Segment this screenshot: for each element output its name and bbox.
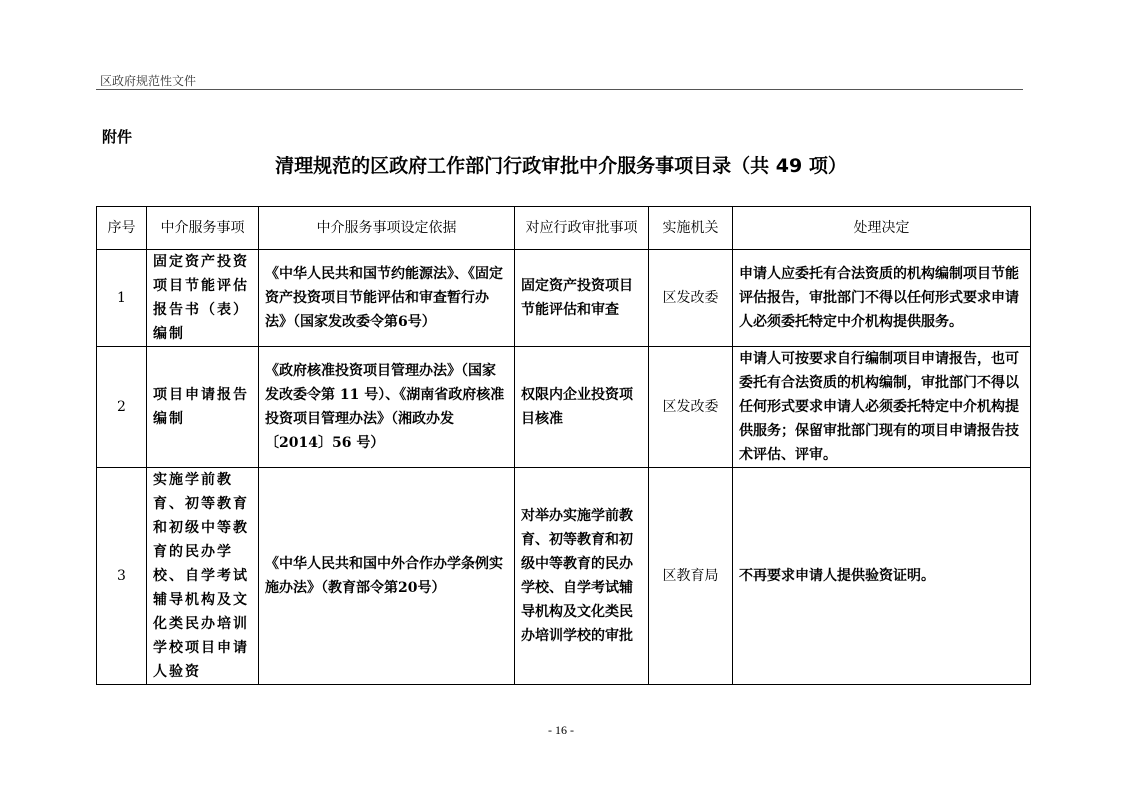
table-row xyxy=(97,250,1031,347)
service-item: 固定资产投资项目节能评估报告书（表）编制 xyxy=(147,250,259,347)
header-rule xyxy=(96,89,1023,90)
decision: 申请人应委托有合法资质的机构编制项目节能评估报告，审批部门不得以任何形式要求申请人必须委托特定中介机构提供服务。 xyxy=(733,250,1031,347)
decision: 申请人可按要求自行编制项目申请报告，也可委托有合法资质的机构编制，审批部门不得以任何形式要求申请人必须委托特定中介机构提供服务；保留审批部门现有的项目申请报告技术评估、评审。 xyxy=(733,347,1031,468)
legal-basis: 《中华人民共和国中外合作办学条例实施办法》（教育部令第20号） xyxy=(259,468,515,685)
catalog-table xyxy=(96,206,1031,685)
service-item: 项目申请报告编制 xyxy=(147,347,259,468)
column-header-no: 序号 xyxy=(97,207,147,250)
column-header-basis: 中介服务事项设定依据 xyxy=(259,207,515,250)
implementing-org: 区发改委 xyxy=(649,347,733,468)
service-item: 实施学前教育、初等教育和初级中等教育的民办学校、自学考试辅导机构及文化类民办培训学校项目申请人验资 xyxy=(147,468,259,685)
approval-item: 对举办实施学前教育、初等教育和初级中等教育的民办学校、自学考试辅导机构及文化类民办培训学校的审批 xyxy=(515,468,649,685)
table-header-row xyxy=(97,207,1031,250)
page-number: - 16 - xyxy=(548,723,574,737)
row-number: 2 xyxy=(97,347,147,468)
column-header-decision: 处理决定 xyxy=(733,207,1031,250)
approval-item: 权限内企业投资项目核准 xyxy=(515,347,649,468)
row-number: 3 xyxy=(97,468,147,685)
column-header-approval: 对应行政审批事项 xyxy=(515,207,649,250)
table-row xyxy=(97,468,1031,685)
row-number: 1 xyxy=(97,250,147,347)
approval-item: 固定资产投资项目节能评估和审查 xyxy=(515,250,649,347)
running-header: 区政府规范性文件 xyxy=(100,74,197,88)
column-header-org: 实施机关 xyxy=(649,207,733,250)
decision: 不再要求申请人提供验资证明。 xyxy=(733,468,1031,685)
table-row xyxy=(97,347,1031,468)
legal-basis: 《政府核准投资项目管理办法》（国家发改委令第 11 号）、《湖南省政府核准投资项目管理办法》（湘政办发〔2014〕56 号） xyxy=(259,347,515,468)
column-header-item: 中介服务事项 xyxy=(147,207,259,250)
legal-basis: 《中华人民共和国节约能源法》、《固定资产投资项目节能评估和审查暂行办法》（国家发改委令第6号） xyxy=(259,250,515,347)
implementing-org: 区教育局 xyxy=(649,468,733,685)
attachment-label: 附件 xyxy=(102,128,133,146)
document-title: 清理规范的区政府工作部门行政审批中介服务事项目录（共 49 项） xyxy=(275,155,847,177)
implementing-org: 区发改委 xyxy=(649,250,733,347)
